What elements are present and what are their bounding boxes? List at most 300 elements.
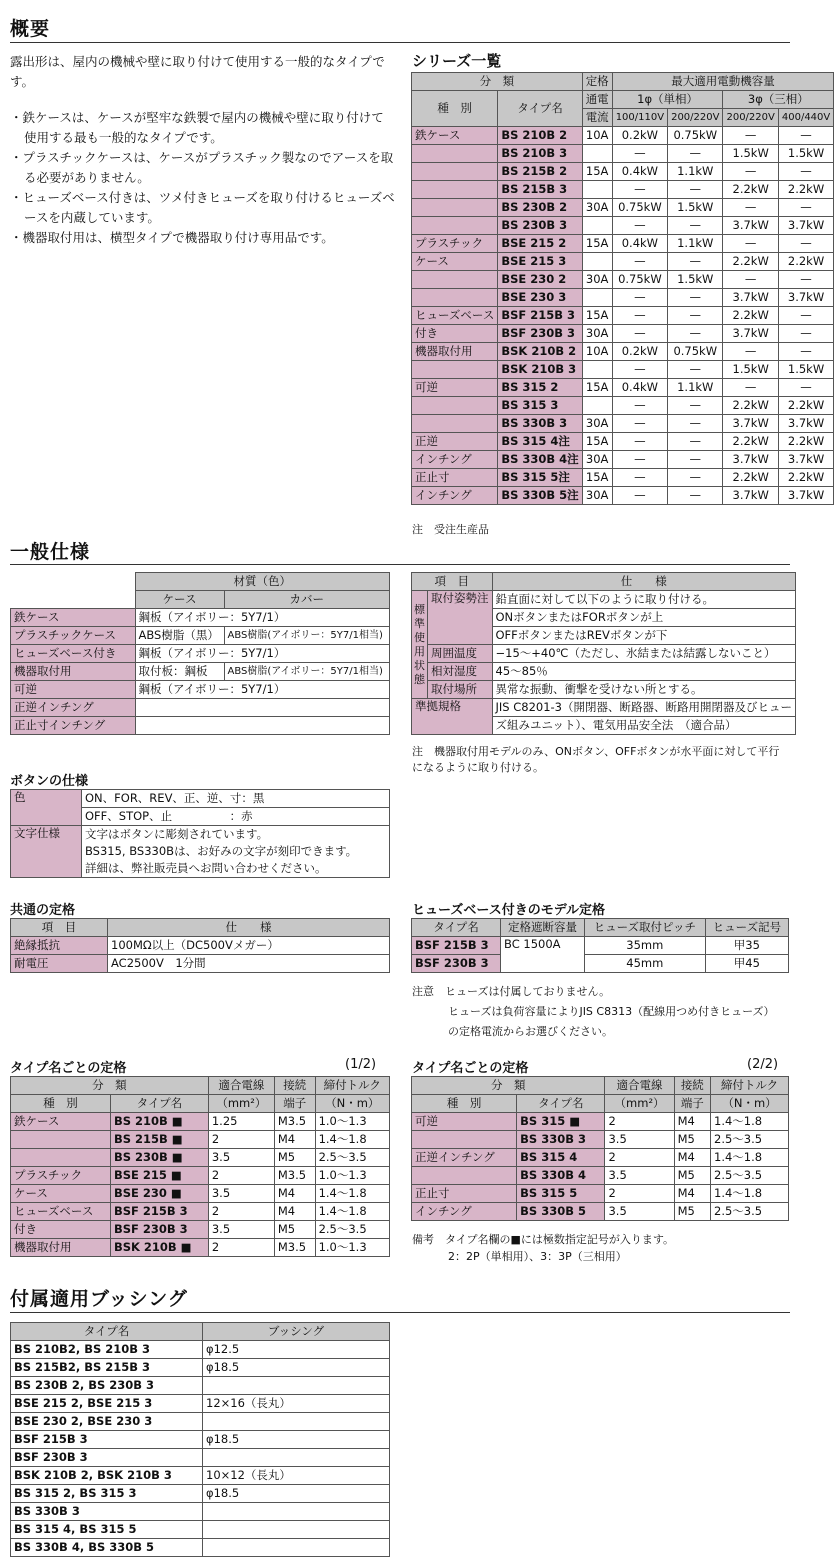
series-capacity: — <box>668 487 723 505</box>
series-type: BS 315 4注 <box>498 433 582 451</box>
material-case <box>135 717 390 735</box>
series-row <box>412 271 834 289</box>
series-h-cap: 最大適用電動機容量 <box>612 73 834 91</box>
env-value: ONボタンまたはFORボタンが上 <box>492 609 796 627</box>
bushing-row <box>11 1539 390 1557</box>
series-type: BSF 230B 3 <box>498 325 582 343</box>
series-current: 30A <box>582 271 612 289</box>
series-capacity: — <box>723 163 778 181</box>
series-category <box>412 181 498 199</box>
series-capacity: — <box>778 343 833 361</box>
type1-type: BSK 210B ■ <box>110 1239 208 1257</box>
series-table <box>411 72 834 505</box>
material-h: 材質（色） <box>135 573 390 591</box>
series-type: BS 210B 3 <box>498 145 582 163</box>
series-capacity: 0.75kW <box>668 127 723 145</box>
fuse-symbol: 甲35 <box>705 937 788 955</box>
buttons-letter-label: 文字仕様 <box>11 826 82 878</box>
type1-row <box>11 1221 390 1239</box>
type2-h-mm2: （mm²） <box>605 1095 674 1113</box>
material-corner <box>11 591 136 609</box>
series-category: 鉄ケース <box>412 127 498 145</box>
series-capacity: — <box>668 469 723 487</box>
type2-h-nm: （N・m） <box>711 1095 789 1113</box>
series-current <box>582 289 612 307</box>
type1-torque: 1.0〜1.3 <box>315 1113 389 1131</box>
fuse-capacity: BC 1500A <box>501 937 585 973</box>
series-current <box>582 181 612 199</box>
fuse-table <box>411 918 789 973</box>
series-capacity: 3.7kW <box>778 415 833 433</box>
series-row <box>412 145 834 163</box>
type2-table <box>411 1076 789 1221</box>
series-capacity: — <box>612 253 667 271</box>
type2-h-term: 接続 <box>674 1077 710 1095</box>
env-value: 鉛直面に対して以下のように取り付ける。 <box>492 591 796 609</box>
series-current: 30A <box>582 451 612 469</box>
type1-terminal: M4 <box>274 1203 315 1221</box>
material-row <box>11 627 390 645</box>
bushing-size <box>203 1449 390 1467</box>
type1-wire: 2 <box>208 1239 274 1257</box>
series-capacity: 0.75kW <box>612 271 667 289</box>
material-row <box>11 699 390 717</box>
series-capacity: 2.2kW <box>723 433 778 451</box>
series-row <box>412 415 834 433</box>
series-capacity: 1.5kW <box>723 145 778 163</box>
series-category <box>412 289 498 307</box>
series-capacity: — <box>668 361 723 379</box>
common-value: AC2500V 1分間 <box>108 955 390 973</box>
type2-terminal: M5 <box>674 1167 710 1185</box>
type2-torque: 1.4〜1.8 <box>711 1149 789 1167</box>
series-capacity: 2.2kW <box>723 469 778 487</box>
type1-row <box>11 1185 390 1203</box>
type1-torque: 1.0〜1.3 <box>315 1239 389 1257</box>
type2-h-type: タイプ名 <box>517 1095 605 1113</box>
buttons-letter-1: 文字はボタンに彫刻されています。 <box>82 826 390 844</box>
series-capacity: 3.7kW <box>723 289 778 307</box>
bushing-row <box>11 1341 390 1359</box>
type2-category: 正逆インチング <box>412 1149 517 1167</box>
bushing-size: φ12.5 <box>203 1341 390 1359</box>
series-type: BS 210B 2 <box>498 127 582 145</box>
series-current: 15A <box>582 307 612 325</box>
series-capacity: — <box>612 325 667 343</box>
type1-type: BSF 215B 3 <box>110 1203 208 1221</box>
bushing-type: BS 315 4, BS 315 5 <box>11 1521 203 1539</box>
type1-category: 鉄ケース <box>11 1113 111 1131</box>
series-current: 30A <box>582 199 612 217</box>
type2-wire: 2 <box>605 1185 674 1203</box>
series-capacity: 3.7kW <box>723 415 778 433</box>
series-capacity: 3.7kW <box>723 451 778 469</box>
env-norm-2: ズ組みユニット）、電気用品安全法 （適合品） <box>492 717 796 735</box>
series-h-v3: 200/220V <box>723 109 778 127</box>
series-capacity: — <box>778 325 833 343</box>
series-capacity: 2.2kW <box>778 253 833 271</box>
type1-h-bunrui: 分 類 <box>11 1077 209 1095</box>
series-capacity: 1.1kW <box>668 379 723 397</box>
overview-bullets <box>10 108 395 248</box>
series-capacity: — <box>778 307 833 325</box>
series-type: BSE 215 2 <box>498 235 582 253</box>
type2-type: BS 330B 3 <box>517 1131 605 1149</box>
series-row <box>412 307 834 325</box>
series-capacity: — <box>778 271 833 289</box>
series-capacity: — <box>612 361 667 379</box>
series-current: 10A <box>582 343 612 361</box>
bushing-row <box>11 1377 390 1395</box>
series-h-v4: 400/440V <box>778 109 833 127</box>
type1-h-term: 接続 <box>274 1077 315 1095</box>
series-capacity: — <box>778 235 833 253</box>
series-type: BS 330B 4注 <box>498 451 582 469</box>
env-label: 周囲温度 <box>428 645 493 663</box>
series-capacity: 0.4kW <box>612 163 667 181</box>
series-capacity: 3.7kW <box>778 217 833 235</box>
general-rule <box>10 564 790 565</box>
type2-wire: 3.5 <box>605 1167 674 1185</box>
series-capacity: — <box>723 127 778 145</box>
series-category <box>412 361 498 379</box>
env-value: OFFボタンまたはREVボタンが下 <box>492 627 796 645</box>
series-type: BS 230B 2 <box>498 199 582 217</box>
series-capacity: 3.7kW <box>723 487 778 505</box>
series-capacity: — <box>778 163 833 181</box>
env-note: 注 機器取付用モデルのみ、ONボタン、OFFボタンが水平面に対して平行になるように取り付ける。 <box>412 745 780 774</box>
series-capacity: — <box>612 289 667 307</box>
series-category: 可逆 <box>412 379 498 397</box>
bushing-row <box>11 1503 390 1521</box>
fuse-h: ヒューズ記号 <box>705 919 788 937</box>
type2-torque: 2.5〜3.5 <box>711 1131 789 1149</box>
series-capacity: — <box>668 253 723 271</box>
type2-h-shubetsu: 種 別 <box>412 1095 517 1113</box>
type2-torque: 2.5〜3.5 <box>711 1167 789 1185</box>
fuse-note-2: ヒューズは負荷容量によりJIS C8313（配線用つめ付きヒューズ） <box>448 1005 775 1018</box>
series-row <box>412 325 834 343</box>
fuse-h: ヒューズ取付ピッチ <box>584 919 705 937</box>
series-capacity: — <box>668 451 723 469</box>
bushing-type: BS 315 2, BS 315 3 <box>11 1485 203 1503</box>
type1-terminal: M5 <box>274 1221 315 1239</box>
type1-torque: 1.0〜1.3 <box>315 1167 389 1185</box>
bushing-type: BSE 215 2, BSE 215 3 <box>11 1395 203 1413</box>
material-case: ABS樹脂（黒） <box>135 627 224 645</box>
type1-terminal: M3.5 <box>274 1239 315 1257</box>
series-row <box>412 469 834 487</box>
series-capacity: 2.2kW <box>778 433 833 451</box>
series-category: プラスチック <box>412 235 498 253</box>
series-capacity: — <box>668 181 723 199</box>
type1-type: BS 210B ■ <box>110 1113 208 1131</box>
series-capacity: 0.75kW <box>668 343 723 361</box>
buttons-table <box>10 789 390 878</box>
series-row <box>412 127 834 145</box>
material-label: 機器取付用 <box>11 663 136 681</box>
type2-type: BS 330B 5 <box>517 1203 605 1221</box>
type1-torque: 1.4〜1.8 <box>315 1131 389 1149</box>
type1-category <box>11 1131 111 1149</box>
overview-bullet: ・鉄ケースは、ケースが堅牢な鉄製で屋内の機械や壁に取り付けて使用する最も一般的なタイプです。 <box>10 110 384 145</box>
type2-type: BS 315 ■ <box>517 1113 605 1131</box>
type1-category <box>11 1149 111 1167</box>
series-capacity: — <box>778 199 833 217</box>
material-row <box>11 645 390 663</box>
common-h-spec: 仕 様 <box>108 919 390 937</box>
bushing-type: BS 210B2, BS 210B 3 <box>11 1341 203 1359</box>
material-cover: ABS樹脂(アイボリー：5Y7/1相当) <box>224 663 389 681</box>
series-type: BS 230B 3 <box>498 217 582 235</box>
env-label: 相対湿度 <box>428 663 493 681</box>
series-capacity: — <box>668 433 723 451</box>
material-case <box>135 699 390 717</box>
env-norm-label: 準拠規格 <box>412 699 493 735</box>
type2-torque: 1.4〜1.8 <box>711 1113 789 1131</box>
series-category: 正逆 <box>412 433 498 451</box>
bushing-type: BS 330B 3 <box>11 1503 203 1521</box>
series-capacity: 2.2kW <box>723 307 778 325</box>
series-capacity: — <box>778 127 833 145</box>
common-title: 共通の定格 <box>10 903 76 918</box>
series-capacity: — <box>723 271 778 289</box>
series-note: 注 受注生産品 <box>412 523 489 536</box>
bushing-type: BS 230B 2, BS 230B 3 <box>11 1377 203 1395</box>
type1-terminal: M4 <box>274 1185 315 1203</box>
bushing-h-type: タイプ名 <box>11 1323 203 1341</box>
bushing-type: BS 330B 4, BS 330B 5 <box>11 1539 203 1557</box>
bushing-size: φ18.5 <box>203 1431 390 1449</box>
series-category <box>412 271 498 289</box>
series-category <box>412 415 498 433</box>
series-row <box>412 235 834 253</box>
series-capacity: — <box>612 181 667 199</box>
bushing-row <box>11 1431 390 1449</box>
bushing-size: 12×16（長丸） <box>203 1395 390 1413</box>
type1-body <box>11 1113 390 1257</box>
series-type: BSE 215 3 <box>498 253 582 271</box>
series-row <box>412 163 834 181</box>
type1-category: 機器取付用 <box>11 1239 111 1257</box>
series-capacity: 1.5kW <box>723 361 778 379</box>
series-category: 正止寸 <box>412 469 498 487</box>
series-category <box>412 199 498 217</box>
type2-h-bunrui: 分 類 <box>412 1077 605 1095</box>
overview-rule <box>10 42 790 43</box>
series-h-v2: 200/220V <box>668 109 723 127</box>
series-capacity: — <box>668 217 723 235</box>
series-category <box>412 217 498 235</box>
series-type: BS 315 2 <box>498 379 582 397</box>
type1-type: BSE 215 ■ <box>110 1167 208 1185</box>
series-capacity: 0.4kW <box>612 235 667 253</box>
env-h-spec: 仕 様 <box>492 573 796 591</box>
buttons-color-label: 色 <box>11 790 82 826</box>
general-title: 一般仕様 <box>10 541 91 563</box>
series-current: 30A <box>582 325 612 343</box>
type2-category: 正止寸 <box>412 1185 517 1203</box>
series-capacity: 1.5kW <box>668 199 723 217</box>
series-capacity: — <box>668 325 723 343</box>
series-current <box>582 253 612 271</box>
series-capacity: — <box>612 397 667 415</box>
fuse-note-3: の定格電流からお選びください。 <box>448 1025 613 1038</box>
type2-row <box>412 1203 789 1221</box>
series-capacity: 0.2kW <box>612 127 667 145</box>
material-label: 鉄ケース <box>11 609 136 627</box>
series-capacity: — <box>723 235 778 253</box>
type1-category: 付き <box>11 1221 111 1239</box>
series-type: BS 330B 5注 <box>498 487 582 505</box>
series-capacity: 2.2kW <box>778 181 833 199</box>
bushing-size <box>203 1377 390 1395</box>
series-title: シリーズ一覧 <box>412 52 502 70</box>
env-value: −15〜+40℃（ただし、氷結または結露しないこと） <box>492 645 796 663</box>
material-case: 鋼板（アイボリー：5Y7/1） <box>135 681 390 699</box>
series-h-type: タイプ名 <box>498 91 582 127</box>
series-type: BSK 210B 2 <box>498 343 582 361</box>
bushing-row <box>11 1521 390 1539</box>
type1-wire: 2 <box>208 1167 274 1185</box>
material-row <box>11 681 390 699</box>
series-body <box>412 127 834 505</box>
series-row <box>412 289 834 307</box>
type1-h-nm: （N・m） <box>315 1095 389 1113</box>
series-current: 10A <box>582 127 612 145</box>
series-type: BSE 230 3 <box>498 289 582 307</box>
type1-wire: 3.5 <box>208 1221 274 1239</box>
common-label: 絶縁抵抗 <box>11 937 108 955</box>
series-current: 30A <box>582 487 612 505</box>
bushing-title: 付属適用ブッシング <box>10 1288 188 1310</box>
fuse-pitch: 45mm <box>584 955 705 973</box>
series-row <box>412 217 834 235</box>
type2-wire: 3.5 <box>605 1131 674 1149</box>
series-row <box>412 451 834 469</box>
material-row <box>11 663 390 681</box>
bushing-type: BSK 210B 2, BSK 210B 3 <box>11 1467 203 1485</box>
type1-type: BSF 230B 3 <box>110 1221 208 1239</box>
series-capacity: 0.2kW <box>612 343 667 361</box>
type1-h-type: タイプ名 <box>110 1095 208 1113</box>
series-category <box>412 163 498 181</box>
series-type: BSF 215B 3 <box>498 307 582 325</box>
series-capacity: — <box>723 343 778 361</box>
bushing-row <box>11 1395 390 1413</box>
type1-h-torque: 締付トルク <box>315 1077 389 1095</box>
fuse-h: タイプ名 <box>412 919 501 937</box>
overview-bullet: ・機器取付用は、横型タイプで機器取り付け専用品です。 <box>10 230 334 245</box>
type2-row <box>412 1113 789 1131</box>
series-current: 15A <box>582 163 612 181</box>
material-cover: ABS樹脂(アイボリー：5Y7/1相当) <box>224 627 389 645</box>
series-capacity: — <box>723 379 778 397</box>
series-h-tsuden: 通電 <box>582 91 612 109</box>
type1-torque: 2.5〜3.5 <box>315 1149 389 1167</box>
type2-category: 可逆 <box>412 1113 517 1131</box>
bushing-size <box>203 1413 390 1431</box>
buttons-letter-3: 詳細は、弊社販売員へお問い合わせください。 <box>82 860 390 878</box>
type1-category: プラスチック <box>11 1167 111 1185</box>
series-type: BSE 230 2 <box>498 271 582 289</box>
type1-wire: 3.5 <box>208 1149 274 1167</box>
series-category: インチング <box>412 451 498 469</box>
type1-torque: 1.4〜1.8 <box>315 1185 389 1203</box>
material-label: プラスチックケース <box>11 627 136 645</box>
buttons-letter-2: BS315, BS330Bは、お好みの文字が刻印できます。 <box>82 843 390 860</box>
series-row <box>412 199 834 217</box>
series-type: BS 330B 3 <box>498 415 582 433</box>
common-table <box>10 918 390 973</box>
bushing-size <box>203 1539 390 1557</box>
type1-h-mm2: （mm²） <box>208 1095 274 1113</box>
series-row <box>412 253 834 271</box>
series-category: ケース <box>412 253 498 271</box>
type1-wire: 2 <box>208 1131 274 1149</box>
material-body <box>11 609 390 735</box>
series-category: インチング <box>412 487 498 505</box>
type1-torque: 2.5〜3.5 <box>315 1221 389 1239</box>
series-row <box>412 181 834 199</box>
type2-row <box>412 1167 789 1185</box>
series-current: 15A <box>582 379 612 397</box>
series-row <box>412 343 834 361</box>
type2-h-wire: 適合電線 <box>605 1077 674 1095</box>
material-case: 鋼板（アイボリー：5Y7/1） <box>135 645 390 663</box>
type1-type: BSE 230 ■ <box>110 1185 208 1203</box>
bushing-size <box>203 1521 390 1539</box>
series-capacity: 1.5kW <box>668 271 723 289</box>
common-value: 100MΩ以上（DC500Vメガー） <box>108 937 390 955</box>
series-capacity: 2.2kW <box>723 253 778 271</box>
material-table <box>10 572 390 735</box>
series-h-denryu: 電流 <box>582 109 612 127</box>
bushing-type: BSF 230B 3 <box>11 1449 203 1467</box>
bushing-type: BSF 215B 3 <box>11 1431 203 1449</box>
bushing-body <box>11 1341 390 1557</box>
type1-h-term2: 端子 <box>274 1095 315 1113</box>
series-type: BS 315 3 <box>498 397 582 415</box>
series-capacity: — <box>612 217 667 235</box>
type1-wire: 1.25 <box>208 1113 274 1131</box>
series-type: BS 215B 2 <box>498 163 582 181</box>
material-row <box>11 609 390 627</box>
series-capacity: 1.1kW <box>668 163 723 181</box>
series-current: 15A <box>582 469 612 487</box>
series-category: 機器取付用 <box>412 343 498 361</box>
material-row <box>11 717 390 735</box>
series-h-1phi: 1φ（単相） <box>612 91 723 109</box>
series-capacity: — <box>612 487 667 505</box>
material-label: ヒューズベース付き <box>11 645 136 663</box>
overview-bullet: ・ヒューズベース付きは、ツメ付きヒューズを取り付けるヒューズベースを内蔵しています。 <box>10 190 395 225</box>
type2-h-torque: 締付トルク <box>711 1077 789 1095</box>
fuse-h: 定格遮断容量 <box>501 919 585 937</box>
type2-terminal: M5 <box>674 1131 710 1149</box>
fuse-symbol: 甲45 <box>705 955 788 973</box>
type2-wire: 2 <box>605 1113 674 1131</box>
bushing-h-bush: ブッシング <box>203 1323 390 1341</box>
type2-torque: 1.4〜1.8 <box>711 1185 789 1203</box>
bushing-row <box>11 1449 390 1467</box>
series-capacity: 3.7kW <box>778 487 833 505</box>
series-h-3phi: 3φ（三相） <box>723 91 834 109</box>
series-category: ヒューズベース <box>412 307 498 325</box>
series-capacity: — <box>668 397 723 415</box>
series-capacity: — <box>668 415 723 433</box>
type2-category <box>412 1131 517 1149</box>
